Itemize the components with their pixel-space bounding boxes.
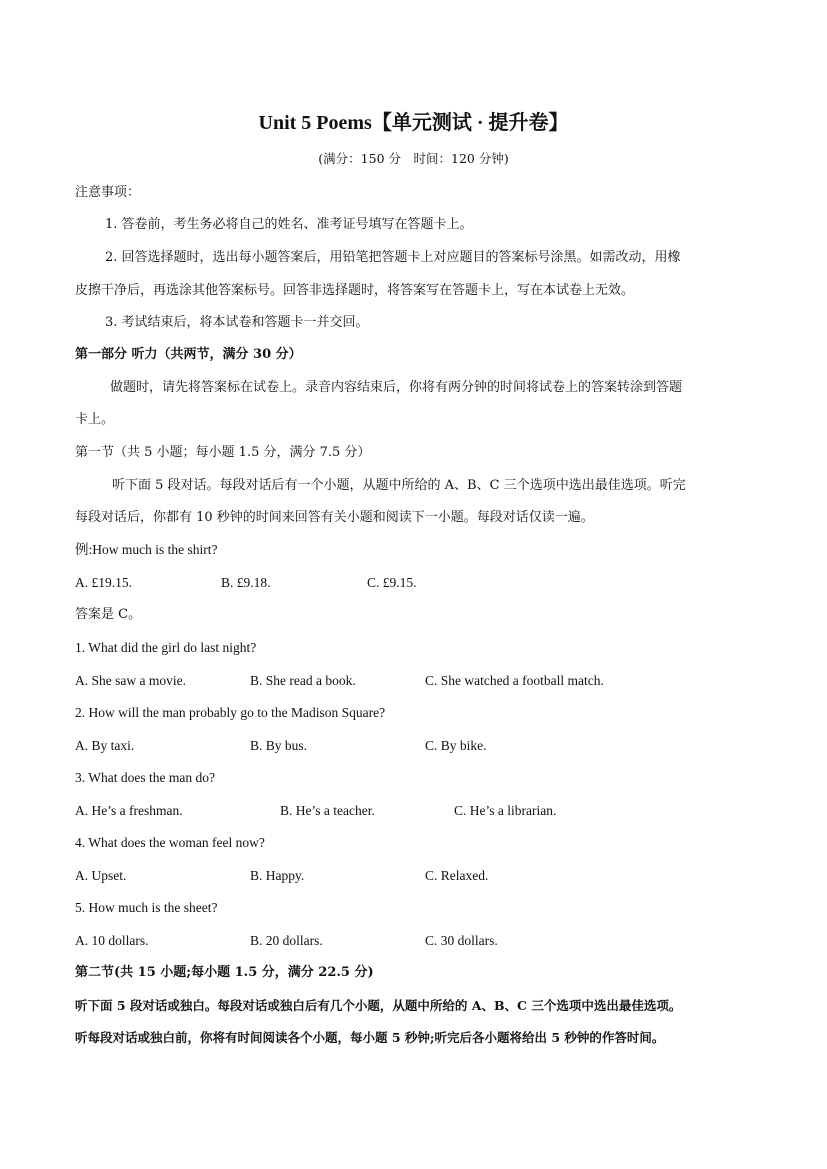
section2-intro-line-2: 听每段对话或独白前，你将有时间阅读各个小题，每小题 5 秒钟;听完后各小题将给出 5 秒钟的作答时间。: [75, 1030, 665, 1045]
question-4-option-c: C. Relaxed.: [425, 868, 489, 883]
question-1-option-c: C. She watched a football match.: [425, 673, 604, 688]
part1-heading: 第一部分 听力（共两节，满分 30 分）: [75, 347, 302, 362]
notice-item-2-line-1: 2. 回答选择题时，选出每小题答案后，用铅笔把答题卡上对应题目的答案标号涂黑。如需改动，用橡: [105, 250, 681, 265]
part1-intro-line-2: 卡上。: [75, 412, 115, 427]
part1-intro-line-1: 做题时，请先将答案标在试卷上。录音内容结束后，你将有两分钟的时间将试卷上的答案转涂到答题: [110, 380, 683, 395]
section2-intro-line-1: 听下面 5 段对话或独白。每段对话或独白后有几个小题，从题中所给的 A、B、C 三个选项中选出最佳选项。: [75, 998, 682, 1013]
question-4-option-a: A. Upset.: [75, 868, 127, 883]
example-question: 例:How much is the shirt?: [75, 542, 218, 557]
question-5: 5. How much is the sheet?: [75, 900, 218, 915]
question-5-option-c: C. 30 dollars.: [425, 933, 498, 948]
notice-item-1: 1. 答卷前，考生务必将自己的姓名、准考证号填写在答题卡上。: [105, 217, 473, 232]
question-2: 2. How will the man probably go to the Madison Square?: [75, 705, 386, 720]
page-title: Unit 5 Poems【单元测试 · 提升卷】: [258, 112, 569, 134]
section2-heading: 第二节(共 15 小题;每小题 1.5 分，满分 22.5 分): [75, 965, 374, 980]
question-3-option-b: B. He’s a teacher.: [280, 803, 375, 818]
question-4: 4. What does the woman feel now?: [75, 835, 265, 850]
section1-intro-line-2: 每段对话后，你都有 10 秒钟的时间来回答有关小题和阅读下一小题。每段对话仅读一遍。: [75, 510, 594, 525]
notice-item-3: 3. 考试结束后，将本试卷和答题卡一并交回。: [105, 315, 369, 330]
question-1-option-b: B. She read a book.: [250, 673, 356, 688]
notice-item-2-line-2: 皮擦干净后，再选涂其他答案标号。回答非选择题时，将答案写在答题卡上，写在本试卷上无效。: [75, 283, 635, 298]
question-2-option-b: B. By bus.: [250, 738, 308, 753]
question-5-option-b: B. 20 dollars.: [250, 933, 323, 948]
notice-heading: 注意事项：: [75, 185, 141, 200]
question-1: 1. What did the girl do last night?: [75, 640, 257, 655]
question-3-option-c: C. He’s a librarian.: [454, 803, 557, 818]
example-option-b: B. £9.18.: [221, 575, 271, 590]
question-1-option-a: A. She saw a movie.: [75, 673, 186, 688]
question-3: 3. What does the man do?: [75, 770, 215, 785]
score-time-info: (满分：150 分 时间：120 分钟): [318, 151, 509, 166]
question-3-option-a: A. He’s a freshman.: [75, 803, 183, 818]
example-answer: 答案是 C。: [75, 607, 142, 622]
question-2-option-c: C. By bike.: [425, 738, 487, 753]
question-4-option-b: B. Happy.: [250, 868, 305, 883]
example-option-c: C. £9.15.: [367, 575, 417, 590]
question-5-option-a: A. 10 dollars.: [75, 933, 149, 948]
section1-intro-line-1: 听下面 5 段对话。每段对话后有一个小题，从题中所给的 A、B、C 三个选项中选出最佳选项。听完: [112, 478, 686, 493]
question-2-option-a: A. By taxi.: [75, 738, 135, 753]
example-option-a: A. £19.15.: [75, 575, 132, 590]
section1-heading: 第一节（共 5 小题；每小题 1.5 分，满分 7.5 分）: [75, 445, 371, 460]
